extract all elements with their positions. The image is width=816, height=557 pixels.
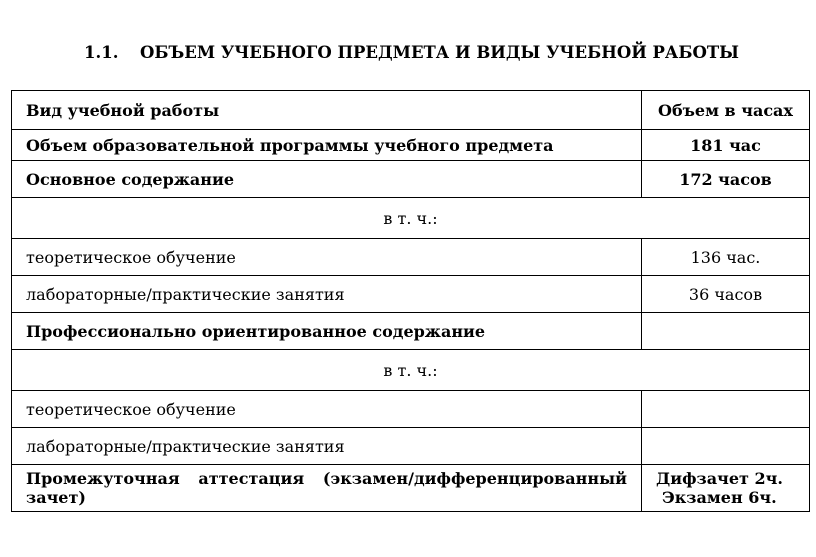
table-row	[12, 465, 810, 512]
row-label: Профессионально ориентированное содержание	[12, 313, 642, 350]
table-header-row	[12, 91, 810, 130]
section-title: ОБЪЕМ УЧЕБНОГО ПРЕДМЕТА И ВИДЫ УЧЕБНОЙ РАБОТЫ	[140, 43, 739, 62]
row-value: 36 часов	[642, 276, 810, 313]
table-row	[12, 391, 810, 428]
row-value	[642, 465, 810, 512]
subsection-label: в т. ч.:	[12, 198, 810, 239]
table-row	[12, 198, 810, 239]
study-workload-table	[11, 90, 810, 512]
row-label: лабораторные/практические занятия	[12, 428, 642, 465]
table-row	[12, 350, 810, 391]
row-value: 172 часов	[642, 161, 810, 198]
row-value: 181 час	[642, 130, 810, 161]
table-row	[12, 161, 810, 198]
row-value: 136 час.	[642, 239, 810, 276]
header-hours: Объем в часах	[642, 91, 810, 130]
row-value	[642, 428, 810, 465]
section-number: 1.1.	[84, 43, 119, 62]
table-row	[12, 130, 810, 161]
row-value	[642, 313, 810, 350]
row-value	[642, 391, 810, 428]
row-label: Объем образовательной программы учебного предмета	[12, 130, 642, 161]
table-row	[12, 313, 810, 350]
row-label: Основное содержание	[12, 161, 642, 198]
section-heading	[84, 43, 806, 62]
row-label: лабораторные/практические занятия	[12, 276, 642, 313]
row-value-line: Экзамен 6ч.	[662, 488, 777, 507]
row-value-line: Дифзачет 2ч.	[656, 469, 783, 488]
table-row	[12, 428, 810, 465]
subsection-label: в т. ч.:	[12, 350, 810, 391]
table-row	[12, 276, 810, 313]
row-label: Промежуточная аттестация (экзамен/дифференцированный зачет)	[12, 465, 642, 512]
header-work-type: Вид учебной работы	[12, 91, 642, 130]
row-label: теоретическое обучение	[12, 239, 642, 276]
table-row	[12, 239, 810, 276]
row-label: теоретическое обучение	[12, 391, 642, 428]
